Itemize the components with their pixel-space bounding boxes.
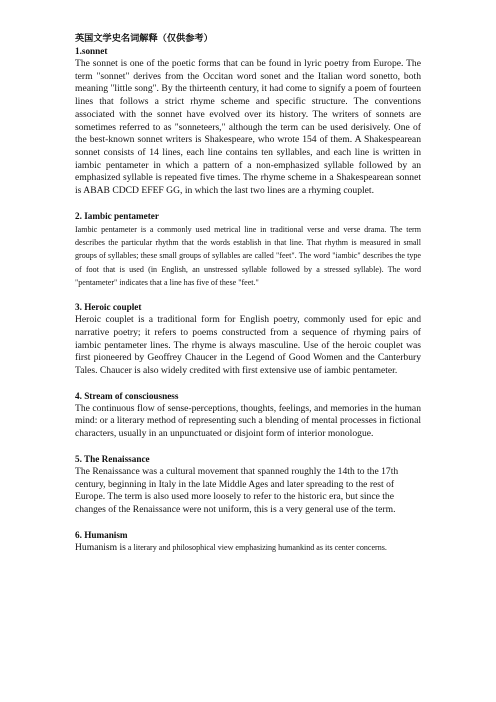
section-body: The Renaissance was a cultural movement that spanned roughly the 14th to the 17th century, beginning in Italy in the late Middle Ages and later spreading to the rest of Europe. The term is also used more loosely to refer to the historic era, but since the changes of the Renaissance were not uniform, this is a very general use of the term. <box>75 465 399 515</box>
section-heading: 2. Iambic pentameter <box>75 210 159 221</box>
section-body: The sonnet is one of the poetic forms that can be found in lyric poetry from Europe. The term "sonnet" derives from the Occitan word sonet and the Italian word sonetto, both meaning "little song". By the thirteenth century, it had come to signify a poem of fourteen lines that follows a strict rhyme scheme and specific structure. The conventions associated with the sonnet have evolved over its history. The writers of sonnets are sometimes referred to as "sonneteers," although the term can be used derisively. One of the best-known sonnet writers is Shakespeare, who wrote 154 of them. A Shakespearean sonnet consists of 14 lines, each line contains ten syllables, and each line is written in iambic pentameter in which a pattern of a non-emphasized syllable followed by an emphasized syllable is repeated five times. The rhyme scheme in a Shakespearean sonnet is ABAB CDCD EFEF GG, in which the last two lines are a rhyming couplet. <box>75 58 421 197</box>
section-sonnet <box>75 45 421 198</box>
section-iambic-pentameter <box>75 210 421 289</box>
section-renaissance <box>75 453 421 517</box>
section-body-lead: Humanism is <box>75 541 126 553</box>
section-heading: 3. Heroic couplet <box>75 302 142 313</box>
section-humanism <box>75 529 421 555</box>
section-heading: 4. Stream of consciousness <box>75 390 179 401</box>
section-stream-of-consciousness <box>75 390 421 441</box>
section-body <box>75 542 421 555</box>
section-heading: 5. The Renaissance <box>75 453 150 464</box>
document-title: 英国文学史名词解释（仅供参考） <box>75 33 213 43</box>
section-heading: 1.sonnet <box>75 46 108 56</box>
section-body: Heroic couplet is a traditional form for English poetry, commonly used for epic and narrative poetry; it refers to poems constructed from a sequence of rhyming pairs of iambic pentameter lines. The rhyme is always masculine. Use of the heroic couplet was first pioneered by Geoffrey Chaucer in the Legend of Good Women and the Canterbury Tales. Chaucer is also widely credited with first extensive use of iambic pentameter. <box>75 314 421 377</box>
section-heroic-couplet <box>75 301 421 378</box>
section-body: The continuous flow of sense-perceptions, thoughts, feelings, and memories in the human mind: or a literary method of representing such a blending of mental processes in fictional characters, usually in an unpunctuated or disjoint form of interior monologue. <box>75 402 421 440</box>
section-heading: 6. Humanism <box>75 529 128 540</box>
section-body: Iambic pentameter is a commonly used metrical line in traditional verse and verse drama. The term describes the particular rhythm that the words establish in that line. That rhythm is measured in small groups of syllables; these small groups of syllables are called "feet". The word "iambic" describes the type of foot that is used (in English, an unstressed syllable followed by a stressed syllable). The word "pentameter" indicates that a line has five of these "feet." <box>75 224 421 287</box>
document-content <box>75 31 421 566</box>
section-body-rest: a literary and philosophical view emphasizing humankind as its center concerns. <box>125 542 387 552</box>
